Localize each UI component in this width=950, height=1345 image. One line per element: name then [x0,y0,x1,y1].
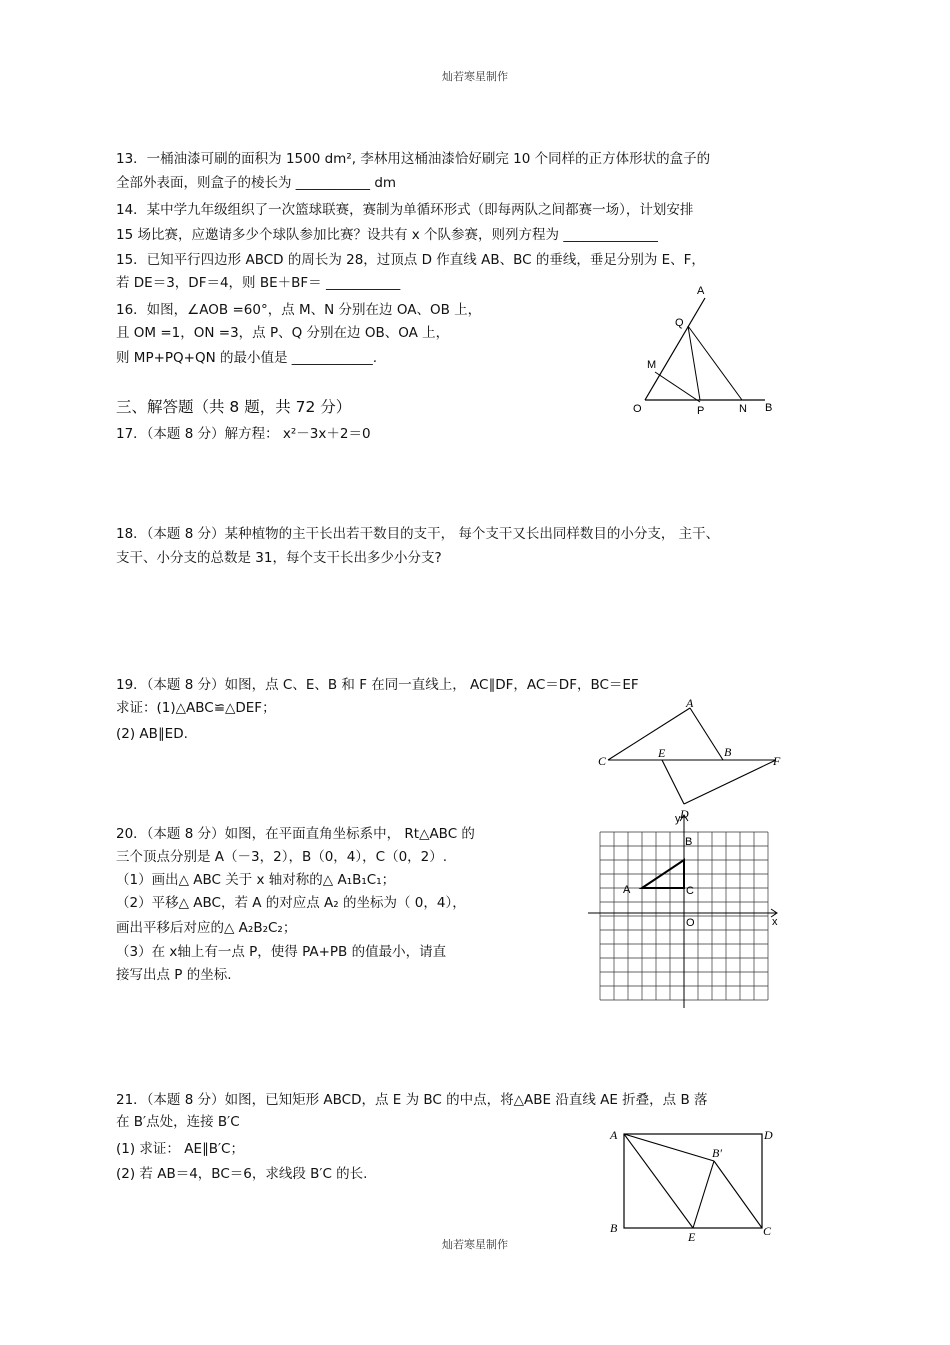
q17-text: 17．（本题 8 分）解方程： x²－3x＋2＝0 [116,426,371,442]
q19-line1: 19．（本题 8 分）如图，点 C、E、B 和 F 在同一直线上， AC∥DF，AC＝DF，BC＝EF [116,677,639,693]
segment-ed [662,760,684,804]
q20-line3: （1）画出△ ABC 关于 x 轴对称的△ A₁B₁C₁； [116,872,396,888]
page-footer: 灿若寒星制作 [442,1238,508,1251]
q15-line2: 若 DE＝3，DF＝4，则 BE＋BF＝ ___________ [116,275,401,291]
segment-ab [690,708,723,760]
label-b: B [765,402,773,414]
label-b: B [685,836,693,848]
q21-line3: (1) 求证： AE∥B′C； [116,1141,244,1157]
label-f: F [773,754,781,768]
segment-pq [688,326,700,400]
label-d: D [764,1128,773,1142]
label-q: Q [675,317,684,329]
q20-line4: （2）平移△ ABC，若 A 的对应点 A₂ 的坐标为（ 0，4）， [116,895,466,911]
q19-line3: (2) AB∥ED. [116,726,188,742]
label-b: B [610,1221,618,1235]
label-c: C [686,885,694,897]
q16-line1: 16．如图，∠AOB =60°，点 M、N 分别在边 OA、OB 上， [116,302,482,318]
label-b: B [724,745,732,759]
label-m: M [647,359,657,371]
label-d: D [680,807,689,820]
q20-line5: 画出平移后对应的△ A₂B₂C₂； [116,920,297,936]
q20-coordinate-grid [588,808,788,1008]
q19-triangles-figure [592,696,792,820]
q18-line1: 18．（本题 8 分）某种植物的主干长出若干数目的支干， 每个支干又长出同样数目的小分支， 主干、 [116,526,720,542]
q21-line4: (2) 若 AB＝4，BC＝6，求线段 B′C 的长. [116,1166,368,1182]
label-o: O [633,403,642,415]
q15-line1: 15．已知平行四边形 ABCD 的周长为 28，过顶点 D 作直线 AB、BC 的垂线，垂足分别为 E、F， [116,252,705,268]
q20-line7: 接写出点 P 的坐标. [116,967,232,983]
label-e: E [688,1230,696,1242]
q20-line6: （3）在 x轴上有一点 P，使得 PA+PB 的值最小，请直 [116,944,447,960]
label-a: A [686,696,694,710]
q20-line2: 三个顶点分别是 A（－3，2），B（0，4），C（0，2）. [116,849,448,865]
q19-line2: 求证：(1)△ABC≌△DEF； [116,700,276,716]
q14-line2: 15 场比赛，应邀请多少个球队参加比赛？设共有 x 个队参赛，则列方程为 ______________ [116,227,658,243]
q16-line3: 则 MP+PQ+QN 的最小值是 ____________. [116,350,378,366]
segment-qn [688,326,742,400]
label-a: A [697,285,705,297]
segment-mp [655,372,700,402]
q16-angle-figure [625,280,785,420]
label-e: E [658,746,666,760]
q21-rectangle-figure [606,1124,782,1242]
label-x: x [772,916,778,928]
q14-line1: 14．某中学九年级组织了一次篮球联赛，赛制为单循环形式（即每两队之间都赛一场），计划安排 [116,202,694,218]
q16-line2: 且 OM =1，ON =3，点 P、Q 分别在边 OB、OA 上， [116,325,450,341]
q13-line1: 13．一桶油漆可刷的面积为 1500 dm², 李林用这桶油漆恰好刷完 10 个同样的正方体形状的盒子的 [116,151,711,167]
label-o: O [686,917,695,929]
q13-line2: 全部外表面，则盒子的棱长为 ___________ dm [116,175,397,191]
segment-df [684,760,776,804]
label-a: A [610,1128,618,1142]
label-b-prime: B′ [712,1146,722,1160]
label-c: C [763,1224,772,1238]
label-y: y [675,813,681,825]
section-3-title: 三、解答题（共 8 题，共 72 分） [116,398,352,416]
q21-line1: 21．（本题 8 分）如图，已知矩形 ABCD，点 E 为 BC 的中点，将△ABE 沿直线 AE 折叠，点 B 落 [116,1092,708,1108]
segment-b1e [693,1161,714,1228]
ray-oa [645,298,705,400]
segment-b1c [714,1161,762,1228]
segment-ae [624,1134,693,1228]
label-p: P [697,405,705,417]
label-a: A [623,884,631,896]
q20-line1: 20．（本题 8 分）如图，在平面直角坐标系中， Rt△ABC 的 [116,826,475,842]
label-c: C [598,754,607,768]
segment-ca [608,708,690,760]
q18-line2: 支干、小分支的总数是 31，每个支干长出多少小分支? [116,550,442,566]
page-header: 灿若寒星制作 [442,70,508,83]
rectangle-abcd [624,1134,762,1228]
label-n: N [739,403,747,415]
q21-line2: 在 B′点处，连接 B′C [116,1114,240,1130]
segment-ab1 [624,1134,714,1161]
